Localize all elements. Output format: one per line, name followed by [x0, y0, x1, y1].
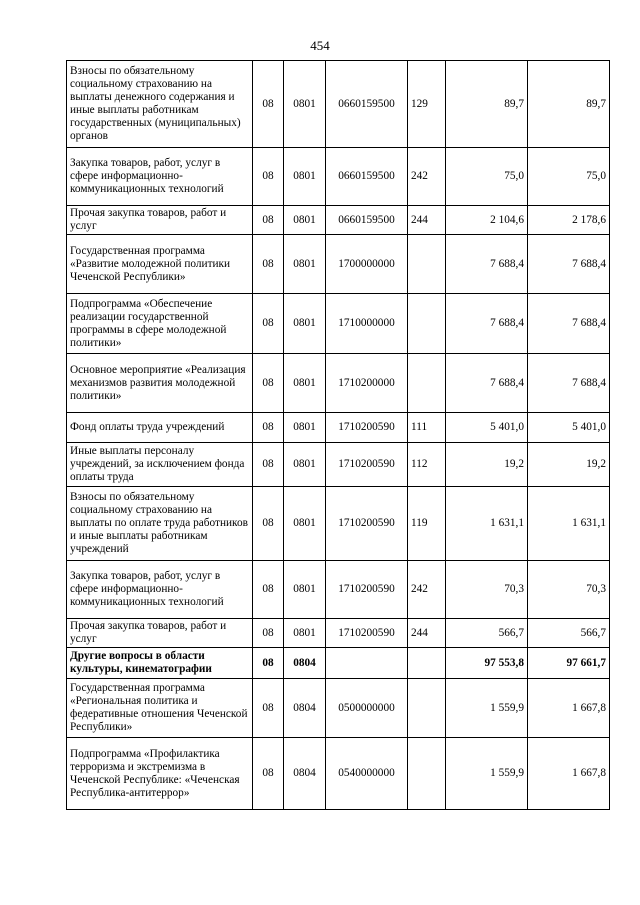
row-target-article-cell: 1710200590	[326, 487, 408, 561]
row-name-cell: Другие вопросы в области культуры, кинематографии	[67, 648, 253, 679]
row-expense-type-cell: 244	[408, 619, 446, 648]
table-row	[67, 648, 610, 679]
row-amount-year2-cell: 75,0	[528, 148, 610, 206]
row-expense-type-cell: 112	[408, 443, 446, 487]
row-amount-year1-cell: 1 559,9	[446, 679, 528, 738]
table-row	[67, 413, 610, 443]
row-subsection-cell: 0801	[284, 354, 326, 413]
row-amount-year1-cell: 70,3	[446, 561, 528, 619]
row-target-article-cell: 0660159500	[326, 61, 408, 148]
row-amount-year2-cell: 7 688,4	[528, 235, 610, 294]
row-subsection-cell: 0801	[284, 561, 326, 619]
table-row	[67, 235, 610, 294]
table-row	[67, 679, 610, 738]
row-amount-year2-cell: 1 667,8	[528, 679, 610, 738]
row-name-cell: Государственная программа «Региональная политика и федеративные отношения Чеченской Республики»	[67, 679, 253, 738]
table-row	[67, 443, 610, 487]
row-target-article-cell	[326, 648, 408, 679]
table-body	[67, 61, 610, 810]
row-subsection-cell: 0804	[284, 648, 326, 679]
row-subsection-cell: 0801	[284, 443, 326, 487]
row-amount-year1-cell: 7 688,4	[446, 235, 528, 294]
row-name-cell: Основное мероприятие «Реализация механизмов развития молодежной политики»	[67, 354, 253, 413]
row-amount-year2-cell: 19,2	[528, 443, 610, 487]
row-section-cell: 08	[253, 679, 284, 738]
row-target-article-cell: 1710200590	[326, 561, 408, 619]
row-amount-year2-cell: 70,3	[528, 561, 610, 619]
row-expense-type-cell	[408, 738, 446, 810]
row-amount-year2-cell: 7 688,4	[528, 294, 610, 354]
row-name-cell: Подпрограмма «Обеспечение реализации государственной программы в сфере молодежной политики»	[67, 294, 253, 354]
table-row	[67, 294, 610, 354]
row-amount-year2-cell: 1 667,8	[528, 738, 610, 810]
row-name-cell: Прочая закупка товаров, работ и услуг	[67, 619, 253, 648]
row-subsection-cell: 0801	[284, 413, 326, 443]
row-name-cell: Государственная программа «Развитие молодежной политики Чеченской Республики»	[67, 235, 253, 294]
row-amount-year1-cell: 89,7	[446, 61, 528, 148]
row-subsection-cell: 0804	[284, 679, 326, 738]
row-section-cell: 08	[253, 206, 284, 235]
row-expense-type-cell	[408, 354, 446, 413]
row-target-article-cell: 0540000000	[326, 738, 408, 810]
row-target-article-cell: 1710200590	[326, 413, 408, 443]
row-subsection-cell: 0801	[284, 619, 326, 648]
row-name-cell: Закупка товаров, работ, услуг в сфере информационно-коммуникационных технологий	[67, 148, 253, 206]
row-target-article-cell: 0660159500	[326, 148, 408, 206]
row-section-cell: 08	[253, 235, 284, 294]
row-expense-type-cell: 242	[408, 561, 446, 619]
row-name-cell: Фонд оплаты труда учреждений	[67, 413, 253, 443]
row-amount-year1-cell: 75,0	[446, 148, 528, 206]
row-amount-year1-cell: 19,2	[446, 443, 528, 487]
row-section-cell: 08	[253, 487, 284, 561]
row-name-cell: Закупка товаров, работ, услуг в сфере информационно-коммуникационных технологий	[67, 561, 253, 619]
row-section-cell: 08	[253, 738, 284, 810]
row-section-cell: 08	[253, 443, 284, 487]
row-amount-year1-cell: 97 553,8	[446, 648, 528, 679]
row-section-cell: 08	[253, 354, 284, 413]
row-section-cell: 08	[253, 619, 284, 648]
row-subsection-cell: 0801	[284, 148, 326, 206]
row-subsection-cell: 0801	[284, 487, 326, 561]
row-subsection-cell: 0801	[284, 235, 326, 294]
row-amount-year1-cell: 2 104,6	[446, 206, 528, 235]
table-row	[67, 61, 610, 148]
table-row	[67, 738, 610, 810]
row-subsection-cell: 0801	[284, 206, 326, 235]
row-amount-year2-cell: 97 661,7	[528, 648, 610, 679]
table-row	[67, 487, 610, 561]
row-section-cell: 08	[253, 61, 284, 148]
row-amount-year1-cell: 1 631,1	[446, 487, 528, 561]
row-subsection-cell: 0801	[284, 294, 326, 354]
row-section-cell: 08	[253, 648, 284, 679]
row-subsection-cell: 0804	[284, 738, 326, 810]
row-amount-year2-cell: 2 178,6	[528, 206, 610, 235]
row-amount-year2-cell: 89,7	[528, 61, 610, 148]
row-section-cell: 08	[253, 413, 284, 443]
row-expense-type-cell: 111	[408, 413, 446, 443]
row-name-cell: Прочая закупка товаров, работ и услуг	[67, 206, 253, 235]
row-target-article-cell: 1710200590	[326, 443, 408, 487]
row-amount-year2-cell: 1 631,1	[528, 487, 610, 561]
row-amount-year2-cell: 7 688,4	[528, 354, 610, 413]
row-target-article-cell: 0660159500	[326, 206, 408, 235]
row-target-article-cell: 0500000000	[326, 679, 408, 738]
row-amount-year2-cell: 566,7	[528, 619, 610, 648]
row-section-cell: 08	[253, 294, 284, 354]
row-section-cell: 08	[253, 148, 284, 206]
page-number: 454	[310, 38, 330, 53]
table-row	[67, 354, 610, 413]
row-name-cell: Подпрограмма «Профилактика терроризма и экстремизма в Чеченской Республике: «Чеченская Республика-антитеррор»	[67, 738, 253, 810]
row-subsection-cell: 0801	[284, 61, 326, 148]
row-expense-type-cell	[408, 648, 446, 679]
row-amount-year2-cell: 5 401,0	[528, 413, 610, 443]
row-amount-year1-cell: 7 688,4	[446, 294, 528, 354]
budget-table	[66, 60, 610, 810]
row-target-article-cell: 1710200000	[326, 354, 408, 413]
row-target-article-cell: 1710000000	[326, 294, 408, 354]
row-amount-year1-cell: 7 688,4	[446, 354, 528, 413]
row-name-cell: Иные выплаты персоналу учреждений, за исключением фонда оплаты труда	[67, 443, 253, 487]
row-expense-type-cell	[408, 294, 446, 354]
row-expense-type-cell: 129	[408, 61, 446, 148]
row-amount-year1-cell: 1 559,9	[446, 738, 528, 810]
row-amount-year1-cell: 5 401,0	[446, 413, 528, 443]
row-expense-type-cell	[408, 235, 446, 294]
table-row	[67, 206, 610, 235]
table-row	[67, 148, 610, 206]
row-expense-type-cell: 242	[408, 148, 446, 206]
table-row	[67, 561, 610, 619]
row-name-cell: Взносы по обязательному социальному страхованию на выплаты денежного содержания и иные выплаты работникам государственных (муниципальных) органов	[67, 61, 253, 148]
table-row	[67, 619, 610, 648]
row-target-article-cell: 1710200590	[326, 619, 408, 648]
row-expense-type-cell: 244	[408, 206, 446, 235]
row-amount-year1-cell: 566,7	[446, 619, 528, 648]
row-expense-type-cell	[408, 679, 446, 738]
row-name-cell: Взносы по обязательному социальному страхованию на выплаты по оплате труда работников и иные выплаты работникам учреждений	[67, 487, 253, 561]
row-target-article-cell: 1700000000	[326, 235, 408, 294]
row-section-cell: 08	[253, 561, 284, 619]
row-expense-type-cell: 119	[408, 487, 446, 561]
